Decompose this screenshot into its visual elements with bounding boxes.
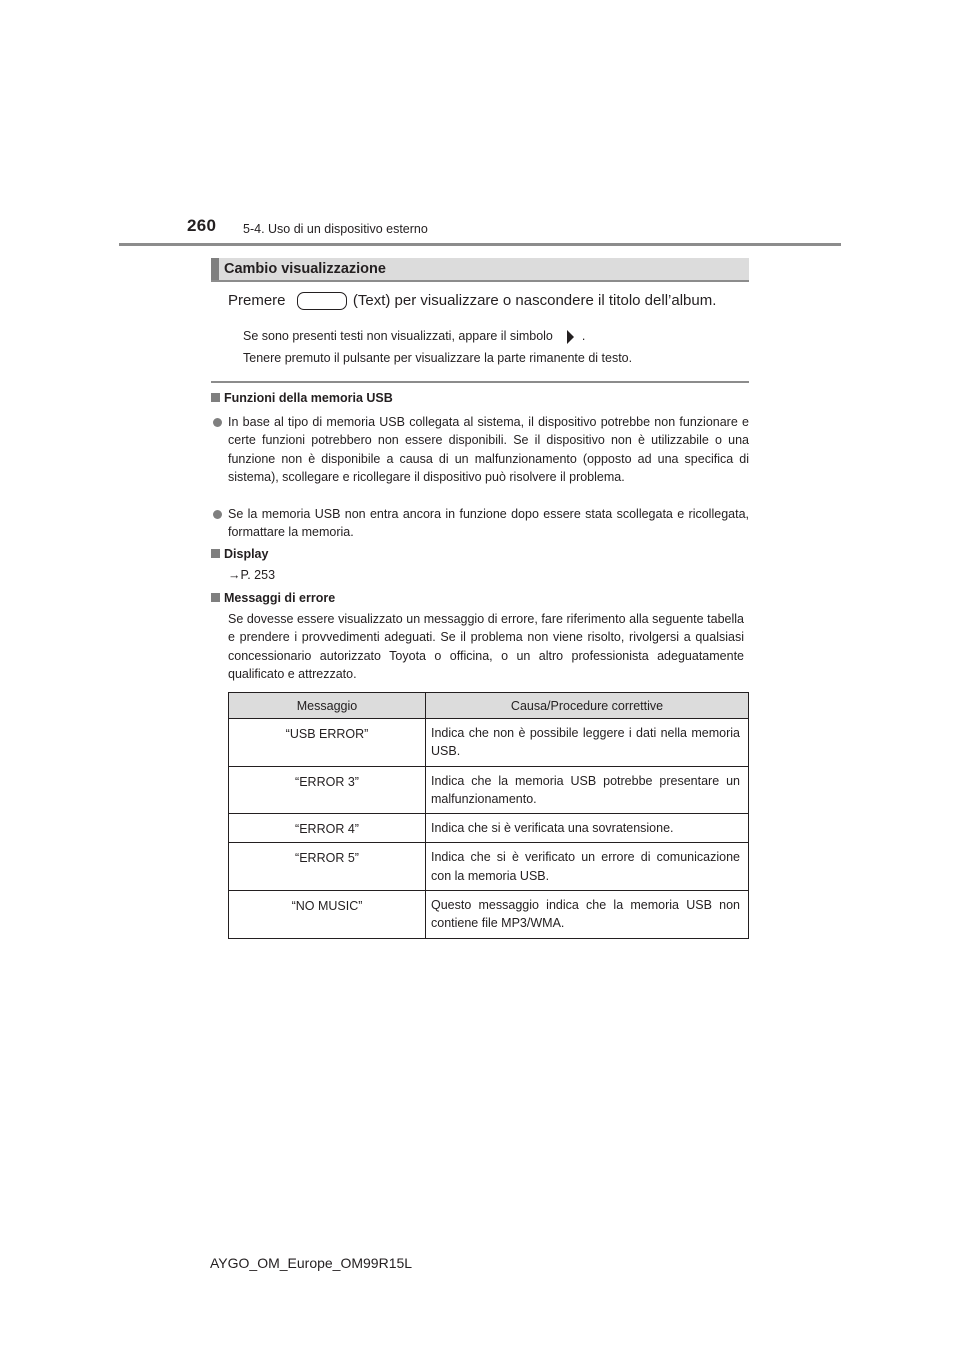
section-heading — [211, 258, 749, 282]
message-cell: “ERROR 4” — [229, 814, 426, 843]
column-header-cause: Causa/Procedure correttive — [426, 693, 749, 719]
subheading-display-text: Display — [224, 547, 269, 561]
list-item — [211, 413, 749, 505]
table-row — [229, 814, 749, 843]
message-cell: “NO MUSIC” — [229, 891, 426, 939]
cause-cell: Indica che la memoria USB potrebbe presentare un malfunzionamento. — [426, 766, 749, 814]
cause-cell: Indica che non è possibile leggere i dati nella memoria USB. — [426, 719, 749, 767]
message-cell: “USB ERROR” — [229, 719, 426, 767]
message-cell: “ERROR 5” — [229, 843, 426, 891]
list-item — [211, 505, 749, 543]
cause-cell: Indica che si è verificata una sovratensione. — [426, 814, 749, 843]
instruction-before: Premere — [228, 292, 286, 309]
footer-doc-id: AYGO_OM_Europe_OM99R15L — [210, 1255, 413, 1271]
subheading-usb-text: Funzioni della memoria USB — [224, 391, 393, 405]
page-reference: →P. 253 — [228, 568, 276, 582]
note-hidden-text — [243, 329, 585, 344]
heading-tab-marker — [211, 258, 219, 280]
triangle-right-icon — [567, 330, 574, 344]
list-item-text: Se la memoria USB non entra ancora in funzione dopo essere stata scollegata e ricollegata, formattare la memoria. — [228, 507, 749, 540]
header-divider — [119, 243, 841, 246]
subheading-usb — [211, 391, 393, 405]
circle-bullet-icon — [213, 418, 222, 427]
table-row — [229, 719, 749, 767]
subheading-display — [211, 547, 268, 561]
table-row — [229, 891, 749, 939]
table-header-row — [229, 693, 749, 719]
table-row — [229, 843, 749, 891]
note-hold-button: Tenere premuto il pulsante per visualizzare la parte rimanente di testo. — [243, 351, 633, 365]
errors-paragraph: Se dovesse essere visualizzato un messaggio di errore, fare riferimento alla seguente tabella e prendere i provvedimenti adeguati. Se il problema non viene risolto, rivolgersi a qualsiasi concessionario autorizzato Toyota o officina, o un altro professionista adeguatamente qualificato e attrezzato. — [228, 612, 744, 681]
page-number: 260 — [187, 216, 217, 235]
square-bullet-icon — [211, 593, 220, 602]
subheading-errors — [211, 591, 335, 605]
error-messages-table — [228, 692, 749, 939]
section-label: 5-4. Uso di un dispositivo esterno — [243, 222, 428, 236]
note1-end: . — [581, 329, 586, 343]
message-cell: “ERROR 3” — [229, 766, 426, 814]
circle-bullet-icon — [213, 510, 222, 519]
cause-cell: Indica che si è verificato un errore di comunicazione con la memoria USB. — [426, 843, 749, 891]
cause-cell: Questo messaggio indica che la memoria USB non contiene file MP3/WMA. — [426, 891, 749, 939]
section-heading-title: Cambio visualizzazione — [224, 261, 386, 277]
column-header-message: Messaggio — [229, 693, 426, 719]
square-bullet-icon — [211, 549, 220, 558]
list-item-text: In base al tipo di memoria USB collegata al sistema, il dispositivo potrebbe non funzionare e certe funzioni potrebbero non essere disponibili. Se il dispositivo non è utilizzabile o una funzione non è disponibile a causa di un malfunzionamento (opposto ad una specifica di sistema), scollegare e ricollegare il dispositivo può risolvere il problema. — [228, 415, 749, 484]
instruction-after: (Text) per visualizzare o nascondere il titolo dell’album. — [352, 292, 717, 309]
subheading-errors-text: Messaggi di errore — [224, 591, 336, 605]
square-bullet-icon — [211, 393, 220, 402]
note1-text: Se sono presenti testi non visualizzati, appare il simbolo — [243, 329, 553, 343]
table-row — [229, 766, 749, 814]
section-divider — [211, 381, 749, 383]
text-button-icon — [297, 292, 347, 310]
instruction-line — [228, 292, 716, 310]
